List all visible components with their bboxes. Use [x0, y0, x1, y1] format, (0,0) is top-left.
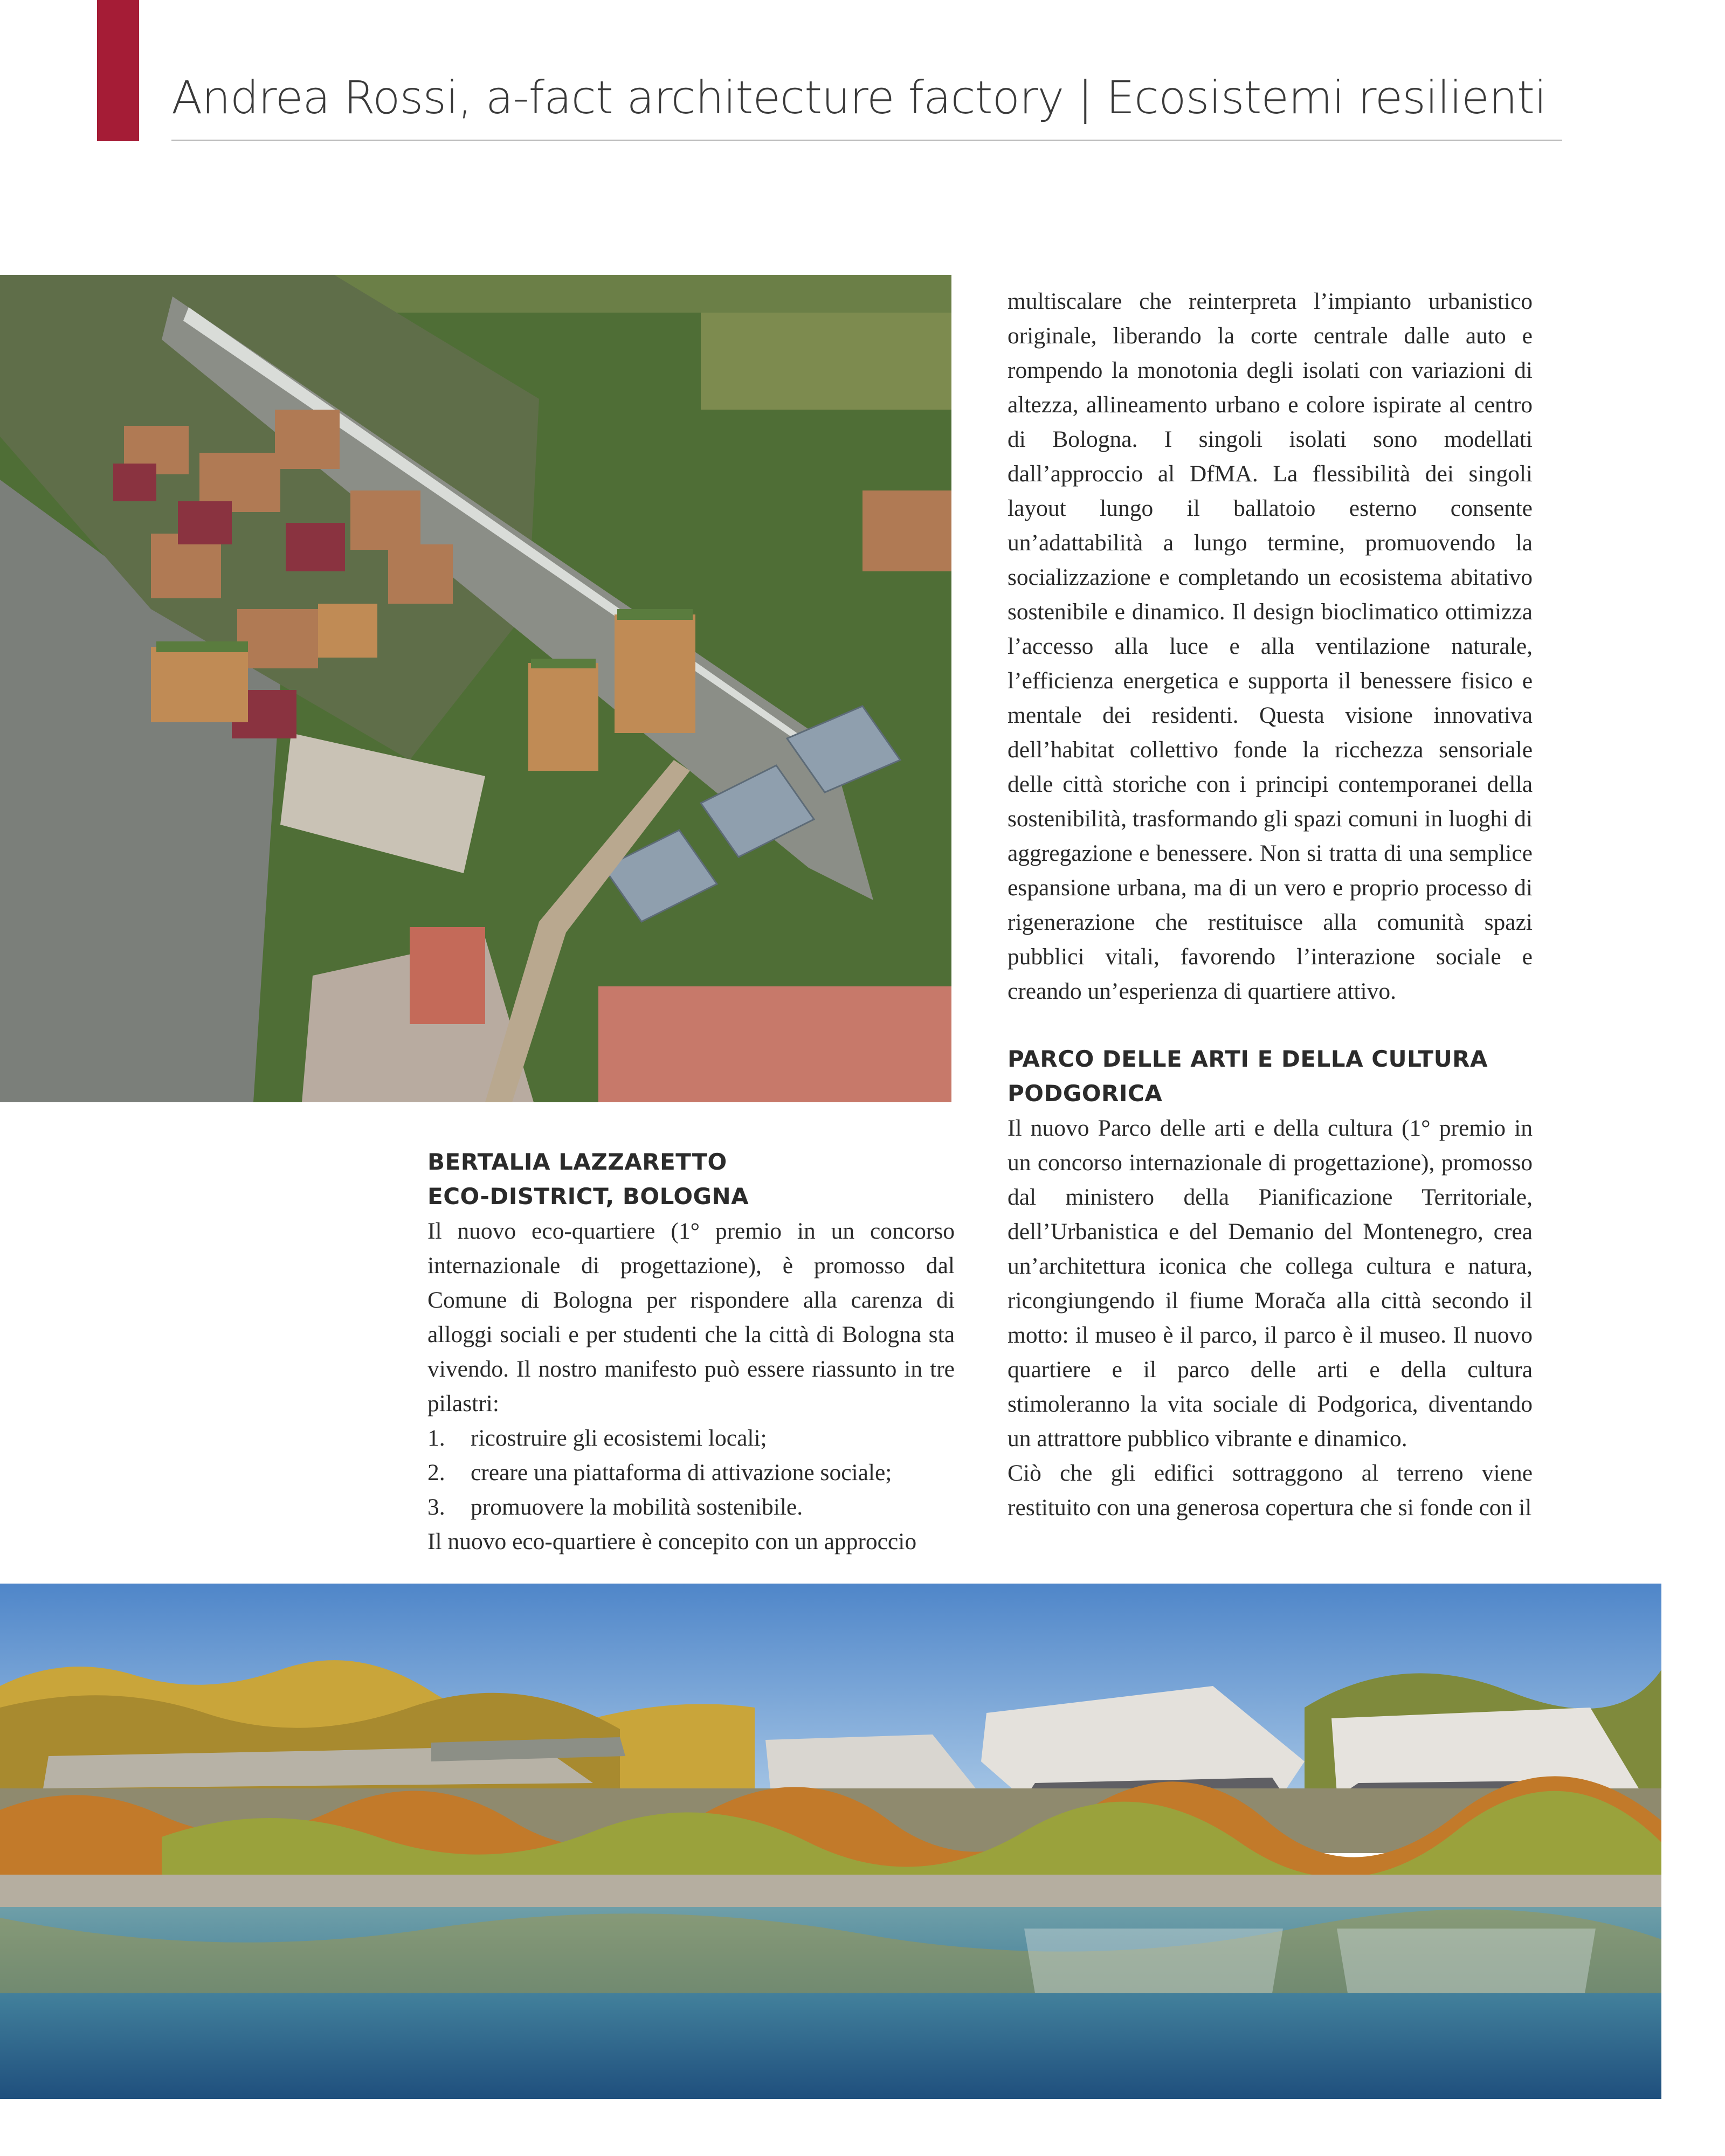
list-item: [427, 1421, 955, 1455]
heading-line: BERTALIA LAZZARETTO: [427, 1149, 727, 1175]
list-number: 1.: [427, 1425, 445, 1451]
list-item: [427, 1455, 955, 1490]
heading-line: PARCO DELLE ARTI E DELLA CULTURA: [1008, 1046, 1488, 1072]
list-number: 2.: [427, 1460, 445, 1485]
accent-bar: [97, 0, 139, 141]
heading-line: PODGORICA: [1008, 1080, 1163, 1107]
body-paragraph: Ciò che gli edifici sottraggono al terreno viene restituito con una generosa copertura che si fonde con il: [1008, 1460, 1533, 1521]
riverside-render-photo: [0, 1584, 1661, 2099]
body-paragraph: multiscalare che reinterpreta l’impianto urbanistico originale, liberando la corte centrale dalle auto e rompendo la monotonia degli isolati con variazioni di altezza, allineamento urbano e colore ispirate al centro di Bologna. I singoli isolati sono modellati dall’approccio al DfMA. La flessibilità dei singoli layout lungo il ballatoio esterno consente un’adattabilità a lungo termine, promuovendo la socializzazione e completando un ecosistema abitativo sostenibile e dinamico. Il design bioclimatico ottimizza l’accesso alla luce e alla ventilazione naturale, l’efficienza energetica e supporta il benessere fisico e mentale dei residenti. Questa visione innovativa dell’habitat collettivo fonde la ricchezza sensoriale delle città storiche con i principi contemporanei della sostenibilità, trasformando gli spazi comuni in luoghi di aggregazione e benessere. Non si tratta di una semplice espansione urbana, ma di un vero e proprio processo di rigenerazione che restituisce alla comunità spazi pubblici vitali, favorendo l’interazione sociale e creando un’esperienza di quartiere attivo.: [1008, 288, 1533, 1004]
page-header-title: Andrea Rossi, a-fact architecture factory | Ecosistemi resilienti: [171, 71, 1547, 124]
body-paragraph: Il nuovo eco-quartiere (1° premio in un concorso internazionale di progettazione), è promosso dal Comune di Bologna per rispondere alla carenza di alloggi sociali e per studenti che la città di Bologna sta vivendo. Il nostro manifesto può essere riassunto in tre pilastri:: [427, 1218, 955, 1416]
body-paragraph: Il nuovo eco-quartiere è concepito con un approccio: [427, 1529, 917, 1554]
list-item: [427, 1490, 955, 1524]
list-text: ricostruire gli ecosistemi locali;: [471, 1425, 767, 1451]
aerial-render-photo: [0, 275, 951, 1102]
list-text: promuovere la mobilità sostenibile.: [471, 1494, 803, 1520]
list-number: 3.: [427, 1494, 445, 1520]
pillars-list: [427, 1421, 955, 1524]
section-heading-bertalia: [427, 1145, 955, 1214]
section-heading-podgorica: [1008, 1042, 1533, 1111]
body-paragraph: Il nuovo Parco delle arti e della cultura (1° premio in un concorso internazionale di progettazione), promosso dal ministero della Pianificazione Territoriale, dell’Urbanistica e del Demanio del Montenegro, crea un’architettura iconica che collega cultura e natura, ricongiungendo il fiume Morača alla città secondo il motto: il museo è il parco, il parco è il museo. Il nuovo quartiere e il parco delle arti e della cultura stimoleranno la vita sociale di Podgorica, diventando un attrattore pubblico vibrante e dinamico.: [1008, 1115, 1533, 1452]
article-column-right: [1008, 284, 1533, 1525]
article-column-left: [427, 1145, 955, 1559]
list-text: creare una piattaforma di attivazione sociale;: [471, 1460, 892, 1485]
heading-line: ECO-DISTRICT, BOLOGNA: [427, 1183, 749, 1210]
header-rule: [171, 140, 1562, 141]
